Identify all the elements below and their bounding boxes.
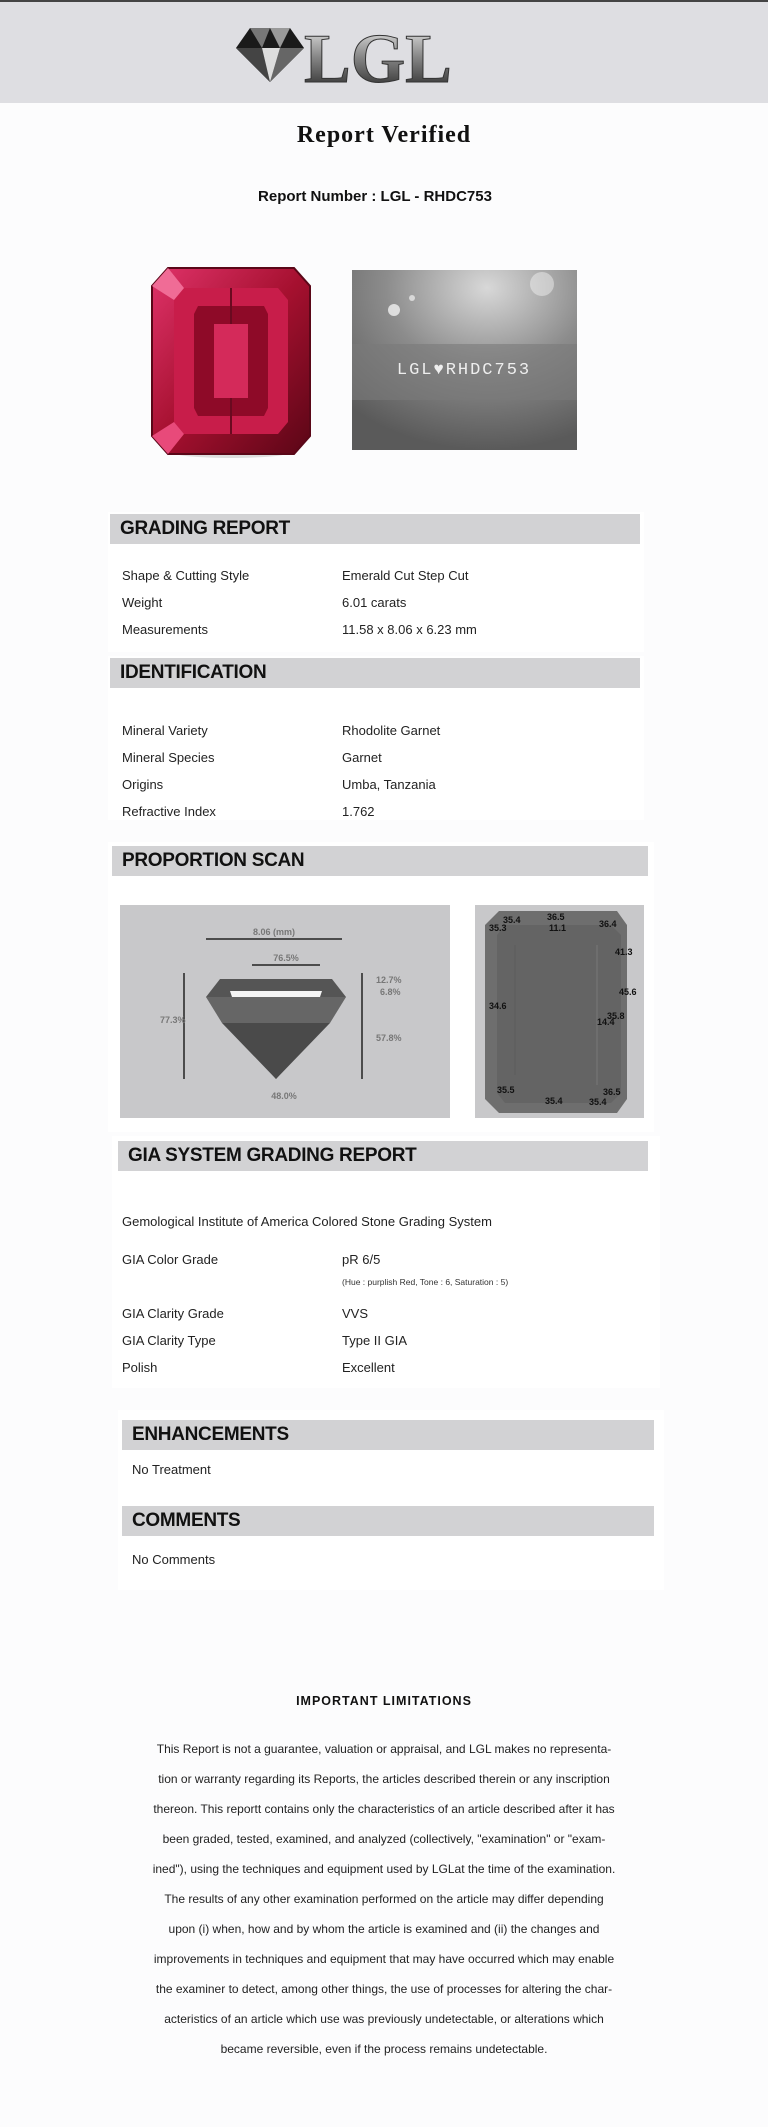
gia-subtitle: Gemological Institute of America Colored Stone Grading System — [122, 1214, 492, 1229]
shape-label: Shape & Cutting Style — [122, 568, 250, 583]
limitations-line: The results of any other examination performed on the article may differ depending — [164, 1892, 604, 1906]
svg-text:LGL: LGL — [304, 21, 452, 92]
svg-text:36.5: 36.5 — [547, 912, 565, 922]
header-banner — [0, 0, 768, 103]
measurements-value: 11.58 x 8.06 x 6.23 mm — [342, 622, 477, 637]
color-grade-label: GIA Color Grade — [122, 1252, 219, 1267]
shape-value: Emerald Cut Step Cut — [342, 568, 469, 583]
color-grade-value: pR 6/5 — [342, 1252, 381, 1267]
svg-text:35.4: 35.4 — [545, 1096, 563, 1106]
girdle-pct-label: 6.8% — [380, 987, 401, 997]
top-view-scan — [475, 905, 644, 1118]
side-profile-scan — [120, 905, 450, 1118]
origins-label: Origins — [122, 777, 164, 792]
limitations-line: upon (i) when, how and by whom the article is examined and (ii) the changes and — [168, 1922, 600, 1936]
comments-text: No Comments — [132, 1552, 216, 1567]
comments-heading: COMMENTS — [122, 1506, 654, 1536]
lgl-logo — [232, 16, 492, 92]
gia-heading: GIA SYSTEM GRADING REPORT — [118, 1141, 648, 1171]
measurements-label: Measurements — [122, 622, 208, 637]
weight-value: 6.01 carats — [342, 595, 407, 610]
identification-heading: IDENTIFICATION — [110, 658, 640, 688]
limitations-text — [118, 1734, 650, 2064]
clarity-type-value: Type II GIA — [342, 1333, 408, 1348]
total-depth-label: 77.3% — [160, 1015, 186, 1025]
variety-label: Mineral Variety — [122, 723, 208, 738]
limitations-line: thereon. This reportt contains only the characteristics of an article described after it has — [153, 1802, 615, 1816]
svg-text:34.6: 34.6 — [489, 1001, 507, 1011]
svg-text:35.3: 35.3 — [489, 923, 507, 933]
clarity-type-label: GIA Clarity Type — [122, 1333, 216, 1348]
svg-text:41.3: 41.3 — [615, 947, 633, 957]
width-mm-label: 8.06 (mm) — [252, 927, 296, 937]
species-label: Mineral Species — [122, 750, 215, 765]
limitations-line: the examiner to detect, among other things, the use of processes for altering the char- — [155, 1982, 613, 1996]
table-pct-label: 76.5% — [273, 953, 299, 963]
gemstone-photo — [136, 266, 326, 460]
svg-text:35.8: 35.8 — [607, 1011, 625, 1021]
inscription-photo — [352, 270, 577, 450]
origins-value: Umba, Tanzania — [342, 777, 436, 792]
svg-text:36.4: 36.4 — [599, 919, 617, 929]
diamond-icon — [236, 28, 304, 82]
limitations-heading: IMPORTANT LIMITATIONS — [296, 1694, 472, 1708]
limitations-line: been graded, tested, examined, and analyzed (collectively, "examination" or "exam- — [162, 1832, 606, 1846]
polish-value: Excellent — [342, 1360, 395, 1375]
limitations-line: acteristics of an article which use was previously undetectable, or alterations which — [164, 2012, 604, 2026]
culet-pct-label: 48.0% — [271, 1091, 297, 1101]
svg-text:35.4: 35.4 — [589, 1097, 607, 1107]
limitations-line: became reversible, even if the process remains undetectable. — [220, 2042, 548, 2056]
report-number: Report Number : LGL - RHDC753 — [258, 188, 492, 205]
clarity-grade-label: GIA Clarity Grade — [122, 1306, 224, 1321]
polish-label: Polish — [122, 1360, 158, 1375]
pavilion-pct-label: 57.8% — [376, 1033, 402, 1043]
limitations-line: ined"), using the techniques and equipment used by LGLat the time of the examination. — [152, 1862, 616, 1876]
enhancements-text: No Treatment — [132, 1462, 211, 1477]
grading-heading: GRADING REPORT — [110, 514, 640, 544]
refractive-value: 1.762 — [342, 804, 375, 819]
species-value: Garnet — [342, 750, 382, 765]
svg-text:35.4: 35.4 — [503, 915, 521, 925]
color-grade-note: (Hue : purplish Red, Tone : 6, Saturation : 5) — [342, 1277, 509, 1287]
proportion-heading: PROPORTION SCAN — [112, 846, 648, 876]
svg-text:11.1: 11.1 — [549, 923, 567, 933]
svg-text:35.5: 35.5 — [497, 1085, 515, 1095]
limitations-line: This Report is not a guarantee, valuation or appraisal, and LGL makes no representa- — [156, 1742, 612, 1756]
weight-label: Weight — [122, 595, 163, 610]
variety-value: Rhodolite Garnet — [342, 723, 441, 738]
svg-text:45.6: 45.6 — [619, 987, 637, 997]
limitations-line: improvements in techniques and equipment that may have occurred which may enable — [153, 1952, 615, 1966]
enhancements-heading: ENHANCEMENTS — [122, 1420, 654, 1450]
svg-text:36.5: 36.5 — [603, 1087, 621, 1097]
refractive-label: Refractive Index — [122, 804, 216, 819]
clarity-grade-value: VVS — [342, 1306, 369, 1321]
svg-text:14.4: 14.4 — [597, 1017, 615, 1027]
svg-text:LGL♥RHDC753: LGL♥RHDC753 — [396, 361, 532, 380]
limitations-line: tion or warranty regarding its Reports, the articles described therein or any inscription — [158, 1772, 610, 1786]
crown-pct-label: 12.7% — [376, 975, 402, 985]
page-title: Report Verified — [296, 122, 472, 148]
